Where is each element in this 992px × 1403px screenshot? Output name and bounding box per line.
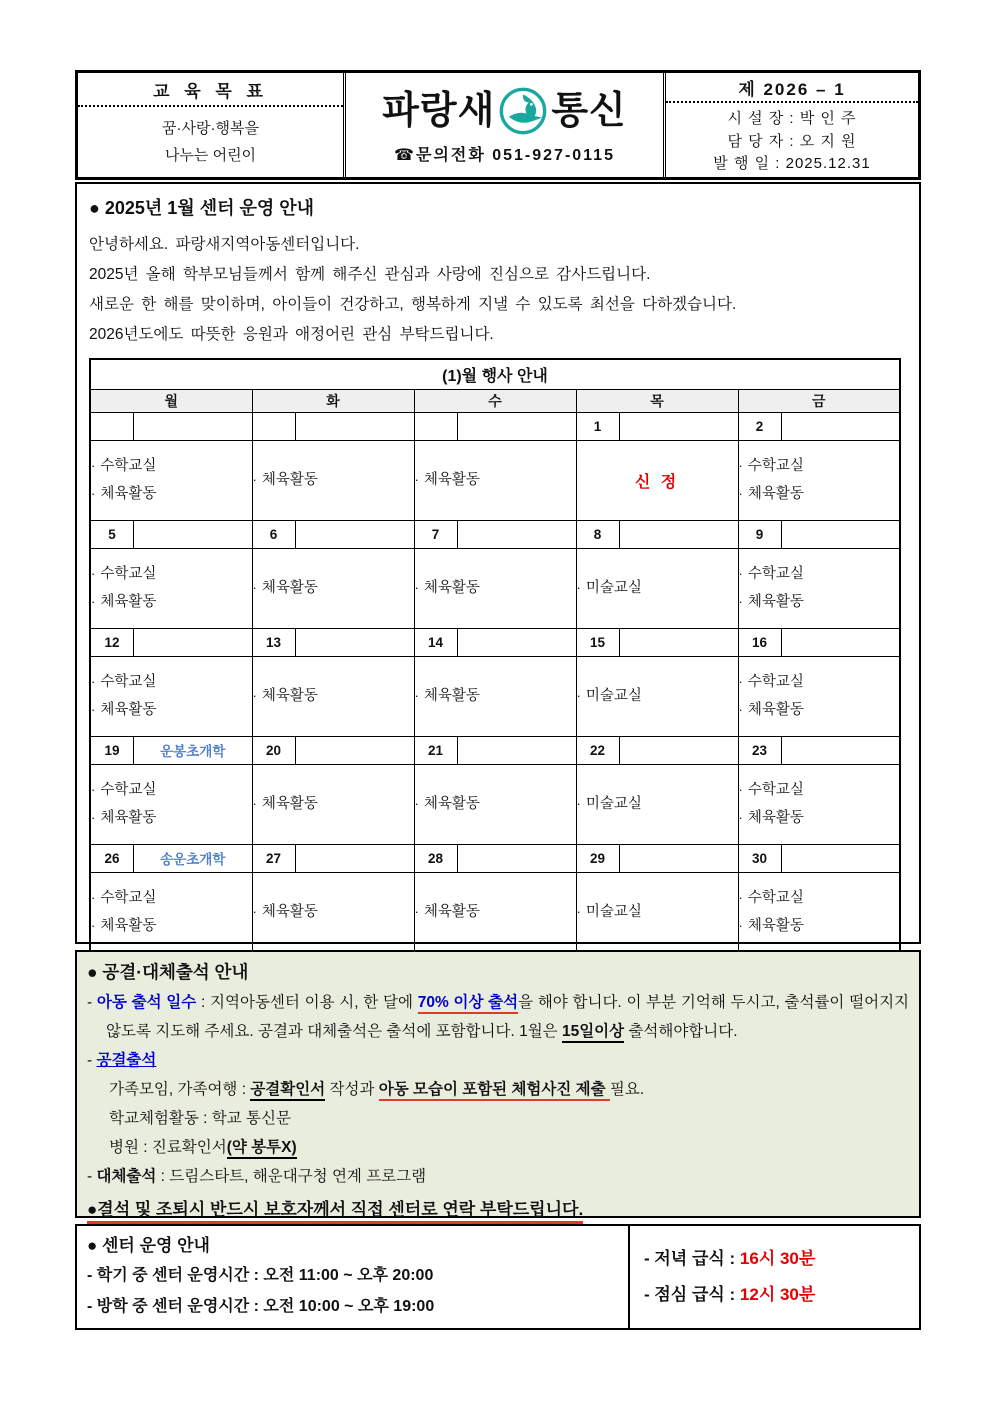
bullet-icon: · [738, 674, 743, 689]
attendance-line [87, 988, 909, 1046]
activity-item [91, 560, 252, 588]
calendar-date-cell [576, 412, 738, 440]
activity-label: 미술교실 [585, 580, 642, 596]
activity-label: 수학교실 [747, 458, 804, 474]
calendar-date-cell [738, 736, 900, 764]
calendar-title: (1)월 행사 안내 [90, 359, 900, 389]
bullet-icon: · [576, 580, 581, 595]
date-wrap [739, 413, 900, 440]
attendance-line [87, 1046, 909, 1075]
text-segment: 아동 출석 일수 [96, 994, 197, 1011]
logo-text-left: 파랑새 [382, 89, 496, 132]
date-number: 15 [577, 629, 620, 656]
activity-label: 체육활동 [100, 486, 157, 502]
lunch-time-line [644, 1277, 919, 1313]
calendar-date-cell [90, 520, 252, 548]
activity-item [577, 574, 738, 602]
activity-item [415, 574, 576, 602]
staff-row-published: 발 행 일 : 2025.12.31 [713, 154, 871, 172]
calendar-date-cell [252, 844, 414, 872]
activity-label: 수학교실 [100, 889, 157, 906]
education-goal-body [78, 107, 343, 177]
date-wrap [91, 521, 252, 548]
attendance-notice-section [75, 950, 921, 1218]
date-wrap [253, 629, 414, 656]
activity-item [91, 776, 252, 804]
calendar-date-row [90, 844, 900, 872]
bullet-icon: · [91, 486, 96, 501]
date-number [253, 413, 296, 440]
activity-label: 미술교실 [585, 688, 642, 704]
day-header: 화 [252, 389, 414, 412]
date-wrap [577, 845, 738, 872]
activity-label: 수학교실 [100, 566, 157, 582]
intro-line: 2025년 올해 학부모님들께서 함께 해주신 관심과 사랑에 진심으로 감사드립니다. [89, 266, 651, 283]
date-wrap [91, 845, 252, 872]
bullet-icon: · [738, 917, 743, 933]
text-segment: 작성과 [325, 1081, 379, 1098]
date-number: 30 [739, 845, 782, 872]
bullet-icon: · [91, 674, 96, 689]
date-number: 26 [91, 845, 134, 872]
activity-label: 체육활동 [423, 580, 480, 596]
activity-item [415, 790, 576, 818]
bullet-icon: · [576, 688, 581, 703]
intro-line: 안녕하세요. 파랑새지역아동센터입니다. [89, 236, 360, 253]
lunch-time-value: 12시 30분 [739, 1285, 816, 1304]
calendar-activity-cell [90, 656, 252, 736]
day-header: 수 [414, 389, 576, 412]
date-wrap [253, 737, 414, 764]
bullet-icon: · [414, 903, 419, 919]
activity-label: 체육활동 [747, 917, 804, 934]
bullet-icon: · [738, 486, 743, 501]
calendar-activity-cell [414, 764, 576, 844]
bullet-icon: · [414, 688, 419, 703]
calendar-activity-cell [90, 548, 252, 628]
text-segment: (약 봉투X) [227, 1139, 297, 1159]
january-operation-section [75, 182, 921, 944]
activity-label: 수학교실 [747, 889, 804, 906]
activity-item [577, 898, 738, 926]
activity-label: 체육활동 [100, 917, 157, 934]
calendar-activity-cell [576, 764, 738, 844]
calendar-activity-row [90, 872, 900, 952]
activity-item [91, 452, 252, 480]
activity-label: 수학교실 [100, 782, 157, 798]
activity-label: 수학교실 [100, 674, 157, 690]
attendance-title: ● 공결·대체출석 안내 [87, 962, 249, 982]
calendar-activity-cell [738, 872, 900, 952]
date-wrap [739, 737, 900, 764]
bullet-icon: · [576, 796, 581, 811]
education-goal-cell [78, 73, 346, 177]
masthead [75, 70, 921, 180]
center-hours-title: ● 센터 운영 안내 [87, 1236, 210, 1255]
text-segment: 출석해야합니다. [624, 1023, 738, 1040]
activity-label: 체육활동 [261, 796, 318, 812]
activity-item [739, 560, 900, 588]
text-segment: 아동 모습이 포함된 체험사진 제출 [379, 1081, 610, 1101]
bullet-icon: · [252, 580, 257, 595]
calendar-activity-cell [414, 656, 576, 736]
bullet-icon: · [252, 903, 257, 919]
activity-item [253, 682, 414, 710]
activity-item [415, 898, 576, 926]
date-number: 23 [739, 737, 782, 764]
date-note: 송운초개학 [160, 852, 226, 867]
activity-item [91, 668, 252, 696]
calendar-activity-cell [252, 656, 414, 736]
date-number: 2 [739, 413, 782, 440]
date-wrap [415, 413, 576, 440]
activity-label: 체육활동 [423, 472, 480, 488]
calendar-date-row [90, 412, 900, 440]
date-wrap [91, 413, 252, 440]
vacation-hours-line: - 방학 중 센터 운영시간 : 오전 10:00 ~ 오후 19:00 [87, 1298, 435, 1315]
calendar-activity-row [90, 548, 900, 628]
center-hours-section [75, 1224, 921, 1330]
text-segment: ●결석 및 조퇴시 반드시 보호자께서 직접 센터로 연락 부탁드립니다. [87, 1200, 583, 1224]
calendar-date-cell [90, 736, 252, 764]
text-segment: 병원 : 진료확인서 [109, 1139, 227, 1156]
attendance-line [87, 1196, 909, 1223]
bullet-icon: · [252, 472, 257, 487]
intro-line: 2026년도에도 따뜻한 응원과 애정어린 관심 부탁드립니다. [89, 326, 494, 343]
attendance-line [87, 1075, 909, 1104]
date-wrap [253, 521, 414, 548]
activity-item [91, 804, 252, 832]
bullet-icon: · [91, 889, 96, 905]
activity-label: 체육활동 [423, 688, 480, 704]
calendar-activity-cell [738, 656, 900, 736]
calendar-activity-cell [738, 440, 900, 520]
phone-icon: ☎ [394, 146, 416, 164]
attendance-line [87, 1133, 909, 1162]
semester-hours-line: - 학기 중 센터 운영시간 : 오전 11:00 ~ 오후 20:00 [87, 1267, 434, 1284]
activity-item [91, 480, 252, 508]
center-hours-cell [77, 1226, 630, 1328]
activity-item [91, 696, 252, 724]
date-number: 14 [415, 629, 458, 656]
logo-text-right: 통신 [551, 89, 627, 132]
calendar-activity-cell [414, 548, 576, 628]
bullet-icon: · [414, 796, 419, 811]
bullet-icon: · [252, 688, 257, 703]
activity-label: 수학교실 [100, 458, 157, 474]
activity-item [739, 452, 900, 480]
day-header: 월 [90, 389, 252, 412]
bullet-icon: · [91, 566, 96, 581]
phone-number: 문의전화 051-927-0115 [415, 146, 615, 164]
calendar-date-cell [576, 736, 738, 764]
date-number [91, 413, 134, 440]
calendar-date-cell [576, 628, 738, 656]
activity-label: 체육활동 [423, 903, 480, 920]
activity-label: 체육활동 [747, 486, 804, 502]
dinner-time-line [644, 1241, 919, 1277]
bullet-icon: · [414, 580, 419, 595]
calendar-date-cell [252, 628, 414, 656]
bullet-icon: · [738, 566, 743, 581]
activity-label: 수학교실 [747, 782, 804, 798]
date-note: 운봉초개학 [160, 744, 226, 759]
text-segment: 을 해야 합니다. 이 부분 기억해 두시고, 출석률이 떨어지지 않도록 지도해 주세요. 공결과 대체출석은 출석에 포함합니다. 1월은 [106, 994, 910, 1040]
bullet-icon: · [738, 889, 743, 905]
text-segment: 15일이상 [562, 1023, 624, 1043]
calendar-date-cell [738, 844, 900, 872]
date-wrap [253, 845, 414, 872]
calendar-date-cell [252, 520, 414, 548]
date-number: 8 [577, 521, 620, 548]
activity-label: 체육활동 [261, 903, 318, 920]
calendar-date-cell [414, 520, 576, 548]
bullet-icon: · [414, 472, 419, 487]
date-number: 20 [253, 737, 296, 764]
staff-row-director: 시 설 장 : 박 인 주 [727, 110, 857, 128]
text-segment: : 지역아동센터 이용 시, 한 달에 [196, 994, 418, 1011]
activity-label: 체육활동 [261, 472, 318, 488]
calendar-date-cell [738, 412, 900, 440]
dinner-time-value: 16시 30분 [739, 1249, 816, 1268]
bullet-icon: · [91, 917, 96, 933]
date-number: 19 [91, 737, 134, 764]
calendar-date-cell [414, 736, 576, 764]
activity-item [739, 912, 900, 940]
activity-item [91, 588, 252, 616]
activity-item [577, 790, 738, 818]
calendar-date-cell [252, 736, 414, 764]
issue-info-cell [666, 73, 918, 177]
staff-info [666, 103, 918, 177]
date-number [415, 413, 458, 440]
calendar-date-cell [90, 628, 252, 656]
date-number: 29 [577, 845, 620, 872]
date-number: 21 [415, 737, 458, 764]
activity-item [415, 682, 576, 710]
bullet-icon: · [738, 594, 743, 609]
calendar-activity-cell [576, 548, 738, 628]
activity-label: 수학교실 [747, 674, 804, 690]
date-wrap [577, 521, 738, 548]
calendar-activity-cell [576, 440, 738, 520]
activity-item [253, 466, 414, 494]
date-wrap [739, 845, 900, 872]
meal-times-cell [630, 1226, 919, 1328]
activity-item [253, 574, 414, 602]
calendar-date-cell [576, 844, 738, 872]
text-segment: 대체출석 [96, 1168, 157, 1185]
bullet-icon: · [91, 458, 96, 473]
intro-line: 새로운 한 해를 맞이하며, 아이들이 건강하고, 행복하게 지낼 수 있도록 최선을 다하겠습니다. [89, 296, 737, 313]
calendar-activity-cell [738, 764, 900, 844]
text-segment: 학교체험활동 : 학교 통신문 [109, 1110, 291, 1127]
date-number: 6 [253, 521, 296, 548]
staff-row-manager: 담 당 자 : 오 지 원 [727, 132, 857, 150]
text-segment: 공결확인서 [250, 1081, 325, 1101]
calendar-activity-cell [90, 764, 252, 844]
date-wrap [739, 629, 900, 656]
activity-label: 체육활동 [100, 810, 157, 826]
calendar-date-cell [90, 412, 252, 440]
activity-item [739, 480, 900, 508]
attendance-body [87, 988, 909, 1223]
calendar-activity-cell [252, 548, 414, 628]
bullet-icon: · [91, 594, 96, 609]
activity-label: 체육활동 [100, 594, 157, 610]
calendar-date-row [90, 628, 900, 656]
calendar-activity-cell [90, 440, 252, 520]
bullet-icon: · [576, 903, 581, 919]
calendar-activity-cell [738, 548, 900, 628]
date-wrap [739, 521, 900, 548]
bullet-icon: · [738, 702, 743, 717]
date-number: 16 [739, 629, 782, 656]
activity-label: 체육활동 [747, 702, 804, 718]
holiday-label: 신 정 [634, 473, 680, 491]
activity-item [739, 588, 900, 616]
date-number: 1 [577, 413, 620, 440]
activity-item [253, 898, 414, 926]
calendar-activity-cell [252, 440, 414, 520]
lunch-label: - 점심 급식 : [644, 1285, 740, 1304]
date-wrap [577, 413, 738, 440]
text-segment: 필요. [609, 1081, 645, 1098]
section-title-january: ● 2025년 1월 센터 운영 안내 [89, 198, 315, 218]
activity-label: 체육활동 [261, 688, 318, 704]
date-wrap [91, 737, 252, 764]
day-header: 금 [738, 389, 900, 412]
bullet-icon: · [91, 810, 96, 825]
bullet-icon: · [738, 458, 743, 473]
activity-item [415, 466, 576, 494]
bullet-icon: · [252, 796, 257, 811]
calendar-date-cell [414, 628, 576, 656]
day-header: 목 [576, 389, 738, 412]
activity-label: 체육활동 [747, 810, 804, 826]
contact-phone [394, 142, 615, 165]
bluebird-icon [498, 86, 548, 136]
calendar-date-cell [414, 844, 576, 872]
calendar-date-row [90, 736, 900, 764]
calendar-date-cell [738, 628, 900, 656]
calendar-date-cell [576, 520, 738, 548]
newsletter-logo [382, 86, 627, 136]
calendar-date-row [90, 520, 900, 548]
activity-label: 미술교실 [585, 903, 642, 920]
activity-item [91, 912, 252, 940]
text-segment: 70% 이상 출석 [418, 994, 518, 1014]
activity-label: 수학교실 [747, 566, 804, 582]
text-segment: - [87, 1052, 97, 1069]
activity-label: 미술교실 [585, 796, 642, 812]
calendar-activity-row [90, 656, 900, 736]
education-goal-title: 교 육 목 표 [78, 73, 343, 107]
text-segment: : 드림스타트, 해운대구청 연계 프로그램 [156, 1168, 427, 1185]
activity-item [577, 682, 738, 710]
activity-label: 체육활동 [423, 796, 480, 812]
bullet-icon: · [91, 782, 96, 797]
text-segment: 가족모임, 가족여행 : [109, 1081, 251, 1098]
text-segment: 공결출석 [96, 1052, 157, 1069]
text-segment: - [87, 994, 97, 1011]
dinner-label: - 저녁 급식 : [644, 1249, 740, 1268]
date-wrap [577, 737, 738, 764]
bullet-icon: · [738, 782, 743, 797]
activity-item [739, 668, 900, 696]
attendance-line [87, 1104, 909, 1133]
date-number: 27 [253, 845, 296, 872]
attendance-line [87, 1162, 909, 1191]
date-number: 12 [91, 629, 134, 656]
calendar-activity-row [90, 764, 900, 844]
calendar-date-cell [414, 412, 576, 440]
bullet-icon: · [738, 810, 743, 825]
calendar-activity-cell [576, 656, 738, 736]
calendar-activity-cell [252, 872, 414, 952]
activity-item [739, 696, 900, 724]
calendar-activity-row [90, 440, 900, 520]
calendar-activity-cell [252, 764, 414, 844]
date-wrap [415, 629, 576, 656]
event-calendar [89, 358, 901, 953]
calendar-activity-cell [90, 872, 252, 952]
activity-item [739, 804, 900, 832]
calendar-activity-cell [414, 872, 576, 952]
activity-item [739, 884, 900, 912]
education-goal-line2: 나누는 어린이 [164, 147, 257, 164]
date-wrap [415, 737, 576, 764]
newsletter-logo-cell [346, 73, 666, 177]
text-segment: - [87, 1168, 97, 1185]
calendar-date-cell [738, 520, 900, 548]
calendar-title-row [90, 359, 900, 389]
calendar-activity-cell [576, 872, 738, 952]
date-number: 9 [739, 521, 782, 548]
activity-label: 체육활동 [100, 702, 157, 718]
date-number: 5 [91, 521, 134, 548]
calendar-date-cell [90, 844, 252, 872]
activity-item [739, 776, 900, 804]
bullet-icon: · [91, 702, 96, 717]
calendar-date-cell [252, 412, 414, 440]
date-number: 7 [415, 521, 458, 548]
date-wrap [577, 629, 738, 656]
activity-label: 체육활동 [261, 580, 318, 596]
date-wrap [253, 413, 414, 440]
date-number: 22 [577, 737, 620, 764]
date-wrap [415, 845, 576, 872]
activity-item [253, 790, 414, 818]
calendar-day-header-row [90, 389, 900, 412]
issue-number: 제 2026 – 1 [666, 73, 918, 103]
date-number: 13 [253, 629, 296, 656]
activity-label: 체육활동 [747, 594, 804, 610]
date-wrap [415, 521, 576, 548]
calendar-activity-cell [414, 440, 576, 520]
education-goal-line1: 꿈·사랑·행복을 [162, 120, 259, 137]
date-wrap [91, 629, 252, 656]
date-number: 28 [415, 845, 458, 872]
activity-item [91, 884, 252, 912]
